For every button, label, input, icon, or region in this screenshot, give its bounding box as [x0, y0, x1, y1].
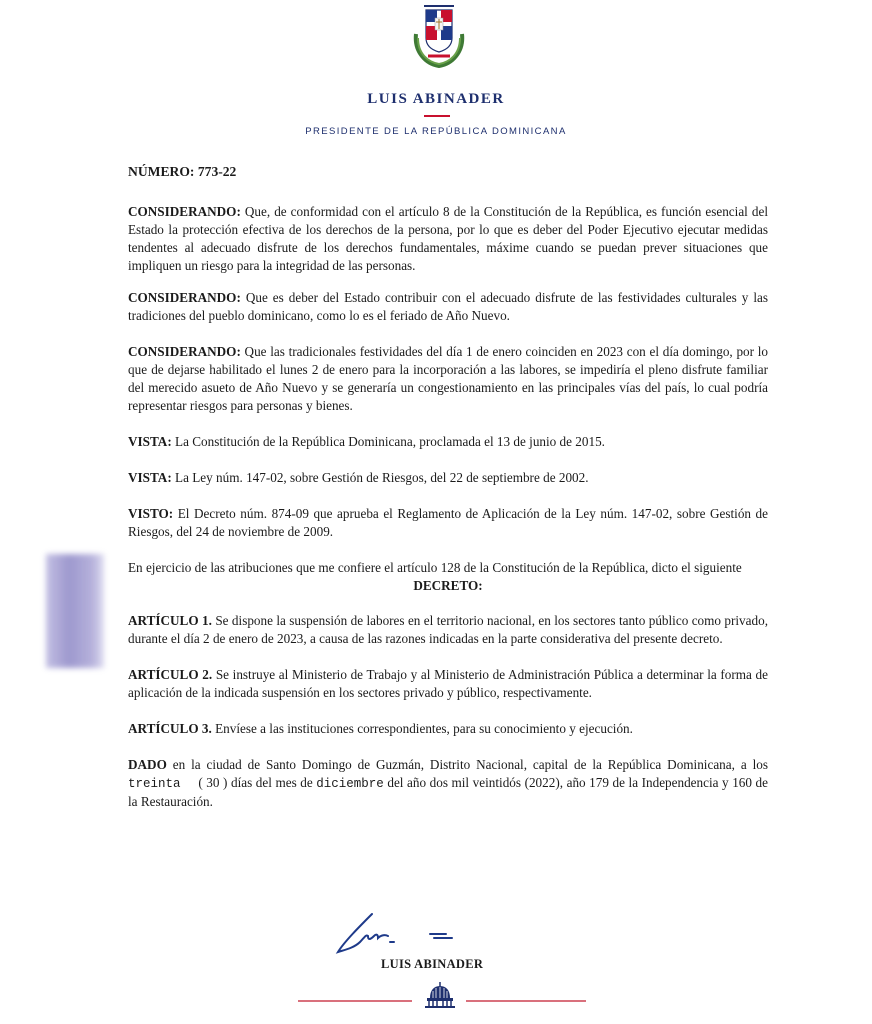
coat-of-arms-icon	[410, 4, 468, 68]
paragraph-text: La Constitución de la República Dominicana, proclamada el 13 de junio de 2015.	[171, 434, 605, 449]
paragraph-text: Envíese a las instituciones correspondientes, para su conocimiento y ejecución.	[211, 721, 633, 736]
paragraph-label: ARTÍCULO 1.	[128, 613, 212, 628]
considerando-paragraph	[128, 289, 768, 325]
articulo-paragraph	[128, 666, 768, 702]
decreto-heading: DECRETO:	[413, 578, 483, 593]
dado-paragraph	[128, 756, 768, 811]
president-name: LUIS ABINADER	[367, 91, 505, 107]
paragraph-text: Se instruye al Ministerio de Trabajo y al Ministerio de Administración Pública a determinar la forma de aplicación de la indicada suspensión en los sectores privado y público, respectivamente.	[128, 667, 768, 700]
paragraph-label: CONSIDERANDO:	[128, 290, 241, 305]
paragraph-text: El Decreto núm. 874-09 que aprueba el Reglamento de Aplicación de la Ley núm. 147-02, sobre Gestión de Riesgos, del 24 de noviembre de 2009.	[128, 506, 768, 539]
paragraph-label: VISTA:	[128, 434, 172, 449]
signatory-name: LUIS ABINADER	[381, 957, 484, 971]
articulo-paragraph	[128, 720, 768, 738]
month-word: diciembre	[316, 777, 384, 791]
national-palace-icon	[424, 980, 456, 1008]
articulo-paragraph	[128, 612, 768, 648]
decree-body	[128, 163, 768, 811]
paragraph-text: en la ciudad de Santo Domingo de Guzmán, Distrito Nacional, capital de la República Dominicana, a los	[166, 757, 768, 772]
paragraph-label: VISTA:	[128, 470, 172, 485]
paragraph-label: ARTÍCULO 2.	[128, 667, 213, 682]
paragraph-text: La Ley núm. 147-02, sobre Gestión de Riesgos, del 22 de septiembre de 2002.	[171, 470, 589, 485]
visto-paragraph	[128, 505, 768, 541]
paragraph-label: VISTO:	[128, 506, 174, 521]
paragraph-label: ARTÍCULO 3.	[128, 721, 212, 736]
president-title: PRESIDENTE DE LA REPÚBLICA DOMINICANA	[305, 126, 567, 137]
paragraph-label: CONSIDERANDO:	[128, 344, 241, 359]
header-divider	[424, 115, 450, 117]
handwritten-signature	[330, 912, 480, 956]
paragraph-label: DADO	[128, 757, 167, 772]
vista-paragraph	[128, 433, 768, 451]
paragraph-text: del año dos mil veintidós (2022), año 179 de la Independencia y 160 de la Restauración.	[128, 775, 769, 809]
paragraph-label: CONSIDERANDO:	[128, 204, 241, 219]
considerando-paragraph	[128, 343, 768, 415]
paragraph-text: Se dispone la suspensión de labores en el territorio nacional, en los sectores tanto público como privado, durante el día 2 de enero de 2023, a causa de las razones indicadas en la parte considerativa del presente decreto.	[128, 613, 768, 646]
paragraph-text: Que, de conformidad con el artículo 8 de la Constitución de la República, es función esencial del Estado la protección efectiva de los derechos de la persona, por lo que es deber del Poder Ejecutivo ejecutar medidas tendentes al adecuado disfrute de los derechos fundamentales, máxime cuando se puedan prever situaciones que impliquen un riesgo para la integridad de las personas.	[128, 204, 768, 273]
considerando-paragraph	[128, 203, 768, 275]
blurred-stamp	[46, 554, 104, 668]
footer-divider-left	[298, 1000, 412, 1002]
ejercicio-paragraph: En ejercicio de las atribuciones que me confiere el artículo 128 de la Constitución de la República, dicto el siguiente	[128, 560, 742, 575]
footer-divider-right	[466, 1000, 586, 1002]
paragraph-text: Que es deber del Estado contribuir con el adecuado disfrute de las festividades culturales y las tradiciones del pueblo dominicano, como lo es el feriado de Año Nuevo.	[128, 290, 768, 323]
day-number: ( 30 )	[198, 775, 228, 790]
paragraph-text: Que las tradicionales festividades del día 1 de enero coinciden en 2023 con el día domingo, por lo que de dejarse habilitado el lunes 2 de enero para la incorporación a las labores, se impediría el pleno disfrute familiar del merecido asueto de Año Nuevo y se generaría un congestionamiento en las principales vías del país, lo cual podría representar riesgos para personas y bienes.	[128, 344, 768, 413]
decree-number: NÚMERO: 773-22	[128, 164, 237, 179]
paragraph-text: días del mes de	[227, 775, 317, 790]
vista-paragraph	[128, 469, 768, 487]
day-word: treinta	[128, 777, 181, 791]
